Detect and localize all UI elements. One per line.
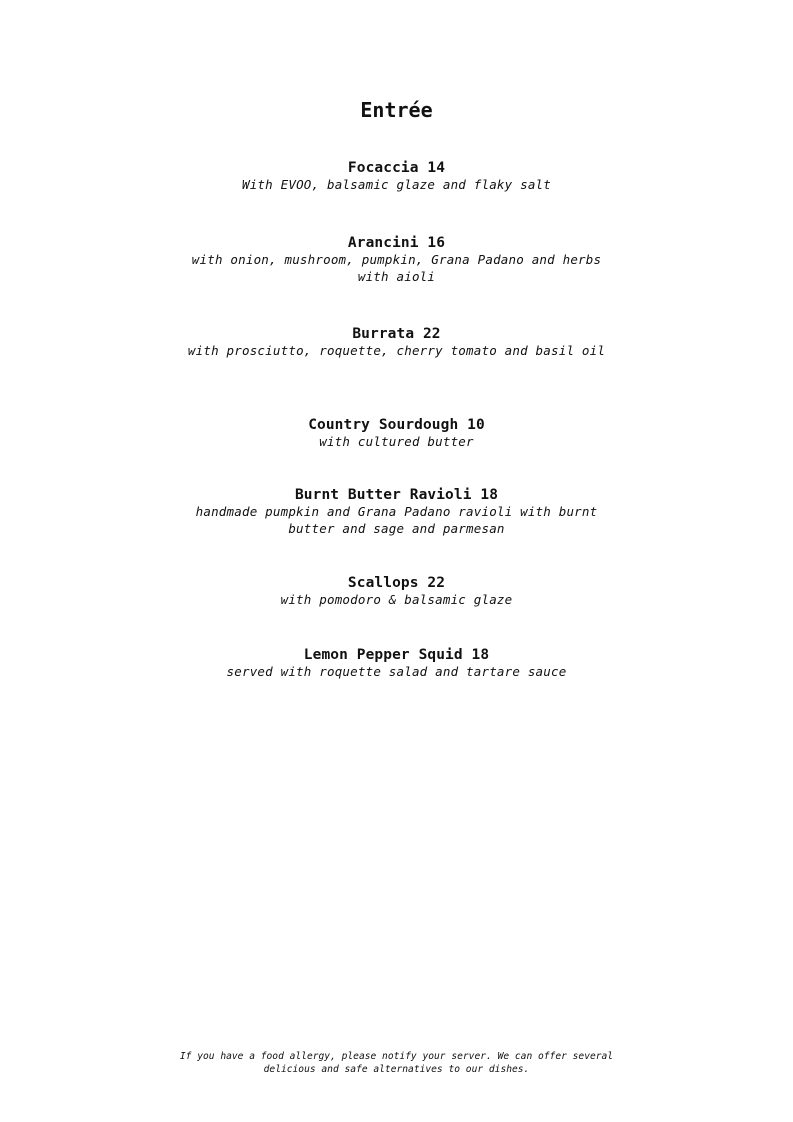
menu-item-description: with onion, mushroom, pumpkin, Grana Padano and herbs with aioli	[191, 252, 602, 284]
menu-item-country-sourdough	[0, 416, 793, 451]
menu-item-name: Lemon Pepper Squid 18	[303, 647, 490, 663]
menu-item-arancini	[0, 234, 793, 285]
menu-item-description: with prosciutto, roquette, cherry tomato and basil oil	[187, 343, 606, 358]
menu-item-lemon-pepper-squid	[0, 646, 793, 681]
menu-item-name: Burnt Butter Ravioli 18	[294, 487, 499, 503]
menu-item-scallops	[0, 574, 793, 609]
menu-item-burnt-butter-ravioli	[0, 486, 793, 537]
menu-item-name: Focaccia 14	[347, 160, 446, 176]
allergy-note	[0, 1050, 793, 1076]
menu-item-description: served with roquette salad and tartare sauce	[226, 664, 567, 679]
allergy-note-text: If you have a food allergy, please notify your server. We can offer several delicious and safe alternatives to our dishes.	[179, 1051, 614, 1075]
menu-item-burrata	[0, 325, 793, 360]
menu-item-name: Country Sourdough 10	[308, 417, 485, 433]
menu-item-name: Burrata 22	[352, 326, 441, 342]
menu-item-name: Arancini 16	[347, 235, 446, 251]
menu-item-description: with pomodoro & balsamic glaze	[280, 592, 513, 607]
menu-item-description: handmade pumpkin and Grana Padano ravioli with burnt butter and sage and parmesan	[195, 504, 598, 536]
menu-item-description: with cultured butter	[319, 434, 474, 449]
page-title: Entrée	[360, 98, 433, 122]
menu-item-focaccia	[0, 159, 793, 194]
menu-item-name: Scallops 22	[347, 575, 446, 591]
menu-item-description: With EVOO, balsamic glaze and flaky salt	[241, 177, 552, 192]
